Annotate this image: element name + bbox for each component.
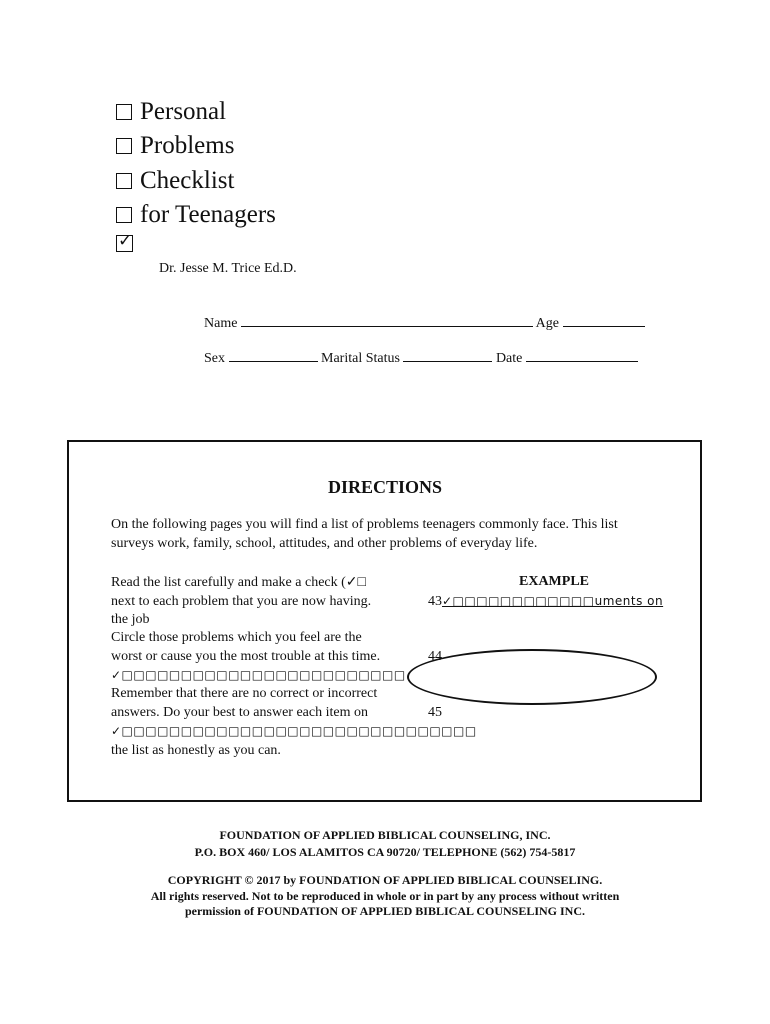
marital-status-field[interactable] bbox=[403, 349, 492, 362]
age-label: Age bbox=[535, 316, 559, 331]
directions-line-1: Read the list carefully and make a check (✓□ bbox=[111, 575, 366, 590]
date-field[interactable] bbox=[526, 349, 638, 362]
sex-label: Sex bbox=[204, 351, 225, 366]
intro-line-2: surveys work, family, school, attitudes, and other problems of everyday life. bbox=[111, 536, 538, 551]
name-label: Name bbox=[204, 316, 238, 331]
example-item-45: 45 bbox=[428, 705, 442, 720]
sex-field[interactable] bbox=[229, 349, 318, 362]
directions-line-3: the job bbox=[111, 612, 150, 627]
copyright-line: COPYRIGHT © 2017 by FOUNDATION OF APPLIED BIBLICAL COUNSELING. bbox=[167, 873, 603, 887]
directions-line-7: Remember that there are no correct or incorrect bbox=[111, 686, 378, 701]
title-line-4: for Teenagers bbox=[116, 200, 276, 230]
name-row bbox=[204, 314, 645, 332]
example-item-44: 44 bbox=[428, 649, 442, 664]
checkbox-icon[interactable] bbox=[116, 138, 132, 154]
rights-line-1: All rights reserved. Not to be reproduced in whole or in part by any process without written bbox=[150, 889, 620, 903]
directions-line-9: ✓□□□□□□□□□□□□□□□□□□□□□□□□□□□□□□ bbox=[111, 724, 477, 738]
checkmark-icon: ✓ bbox=[118, 231, 133, 251]
example-item-43 bbox=[428, 594, 663, 610]
sex-row bbox=[204, 349, 638, 367]
directions-line-6: ✓□□□□□□□□□□□□□□□□□□□□□□□□ bbox=[111, 668, 406, 682]
checkbox-icon[interactable] bbox=[116, 173, 132, 189]
intro-line-1: On the following pages you will find a list of problems teenagers commonly face. This list bbox=[111, 517, 618, 532]
author: Dr. Jesse M. Trice Ed.D. bbox=[159, 261, 297, 276]
example-43-number: 43 bbox=[428, 594, 442, 609]
checkbox-icon[interactable] bbox=[116, 104, 132, 120]
directions-line-2: next to each problem that you are now having. bbox=[111, 594, 372, 609]
checked-checkbox-icon[interactable] bbox=[116, 231, 133, 252]
directions-line-4: Circle those problems which you feel are the bbox=[111, 630, 362, 645]
directions-line-10: the list as honestly as you can. bbox=[111, 743, 281, 758]
example-43-text: ✓□□□□□□□□□□□□uments on bbox=[442, 594, 664, 608]
title-line-3: Checklist bbox=[116, 166, 234, 196]
circle-example-ellipse bbox=[407, 649, 657, 705]
date-label: Date bbox=[495, 351, 523, 366]
directions-heading: DIRECTIONS bbox=[327, 477, 443, 497]
checkbox-icon[interactable] bbox=[116, 207, 132, 223]
title-line-1: Personal bbox=[116, 97, 226, 127]
name-field[interactable] bbox=[241, 314, 533, 327]
rights-line-2: permission of FOUNDATION OF APPLIED BIBLICAL COUNSELING INC. bbox=[184, 904, 586, 918]
footer-line-2: P.O. BOX 460/ LOS ALAMITOS CA 90720/ TELEPHONE (562) 754-5817 bbox=[194, 845, 576, 859]
directions-line-5: worst or cause you the most trouble at this time. bbox=[111, 649, 381, 664]
title-line-2: Problems bbox=[116, 131, 234, 161]
marital-status-label: Marital Status bbox=[321, 351, 400, 366]
age-field[interactable] bbox=[563, 314, 645, 327]
example-label: EXAMPLE bbox=[519, 574, 589, 589]
directions-line-8: answers. Do your best to answer each item on bbox=[111, 705, 368, 720]
footer-line-1: FOUNDATION OF APPLIED BIBLICAL COUNSELING, INC. bbox=[219, 828, 551, 842]
